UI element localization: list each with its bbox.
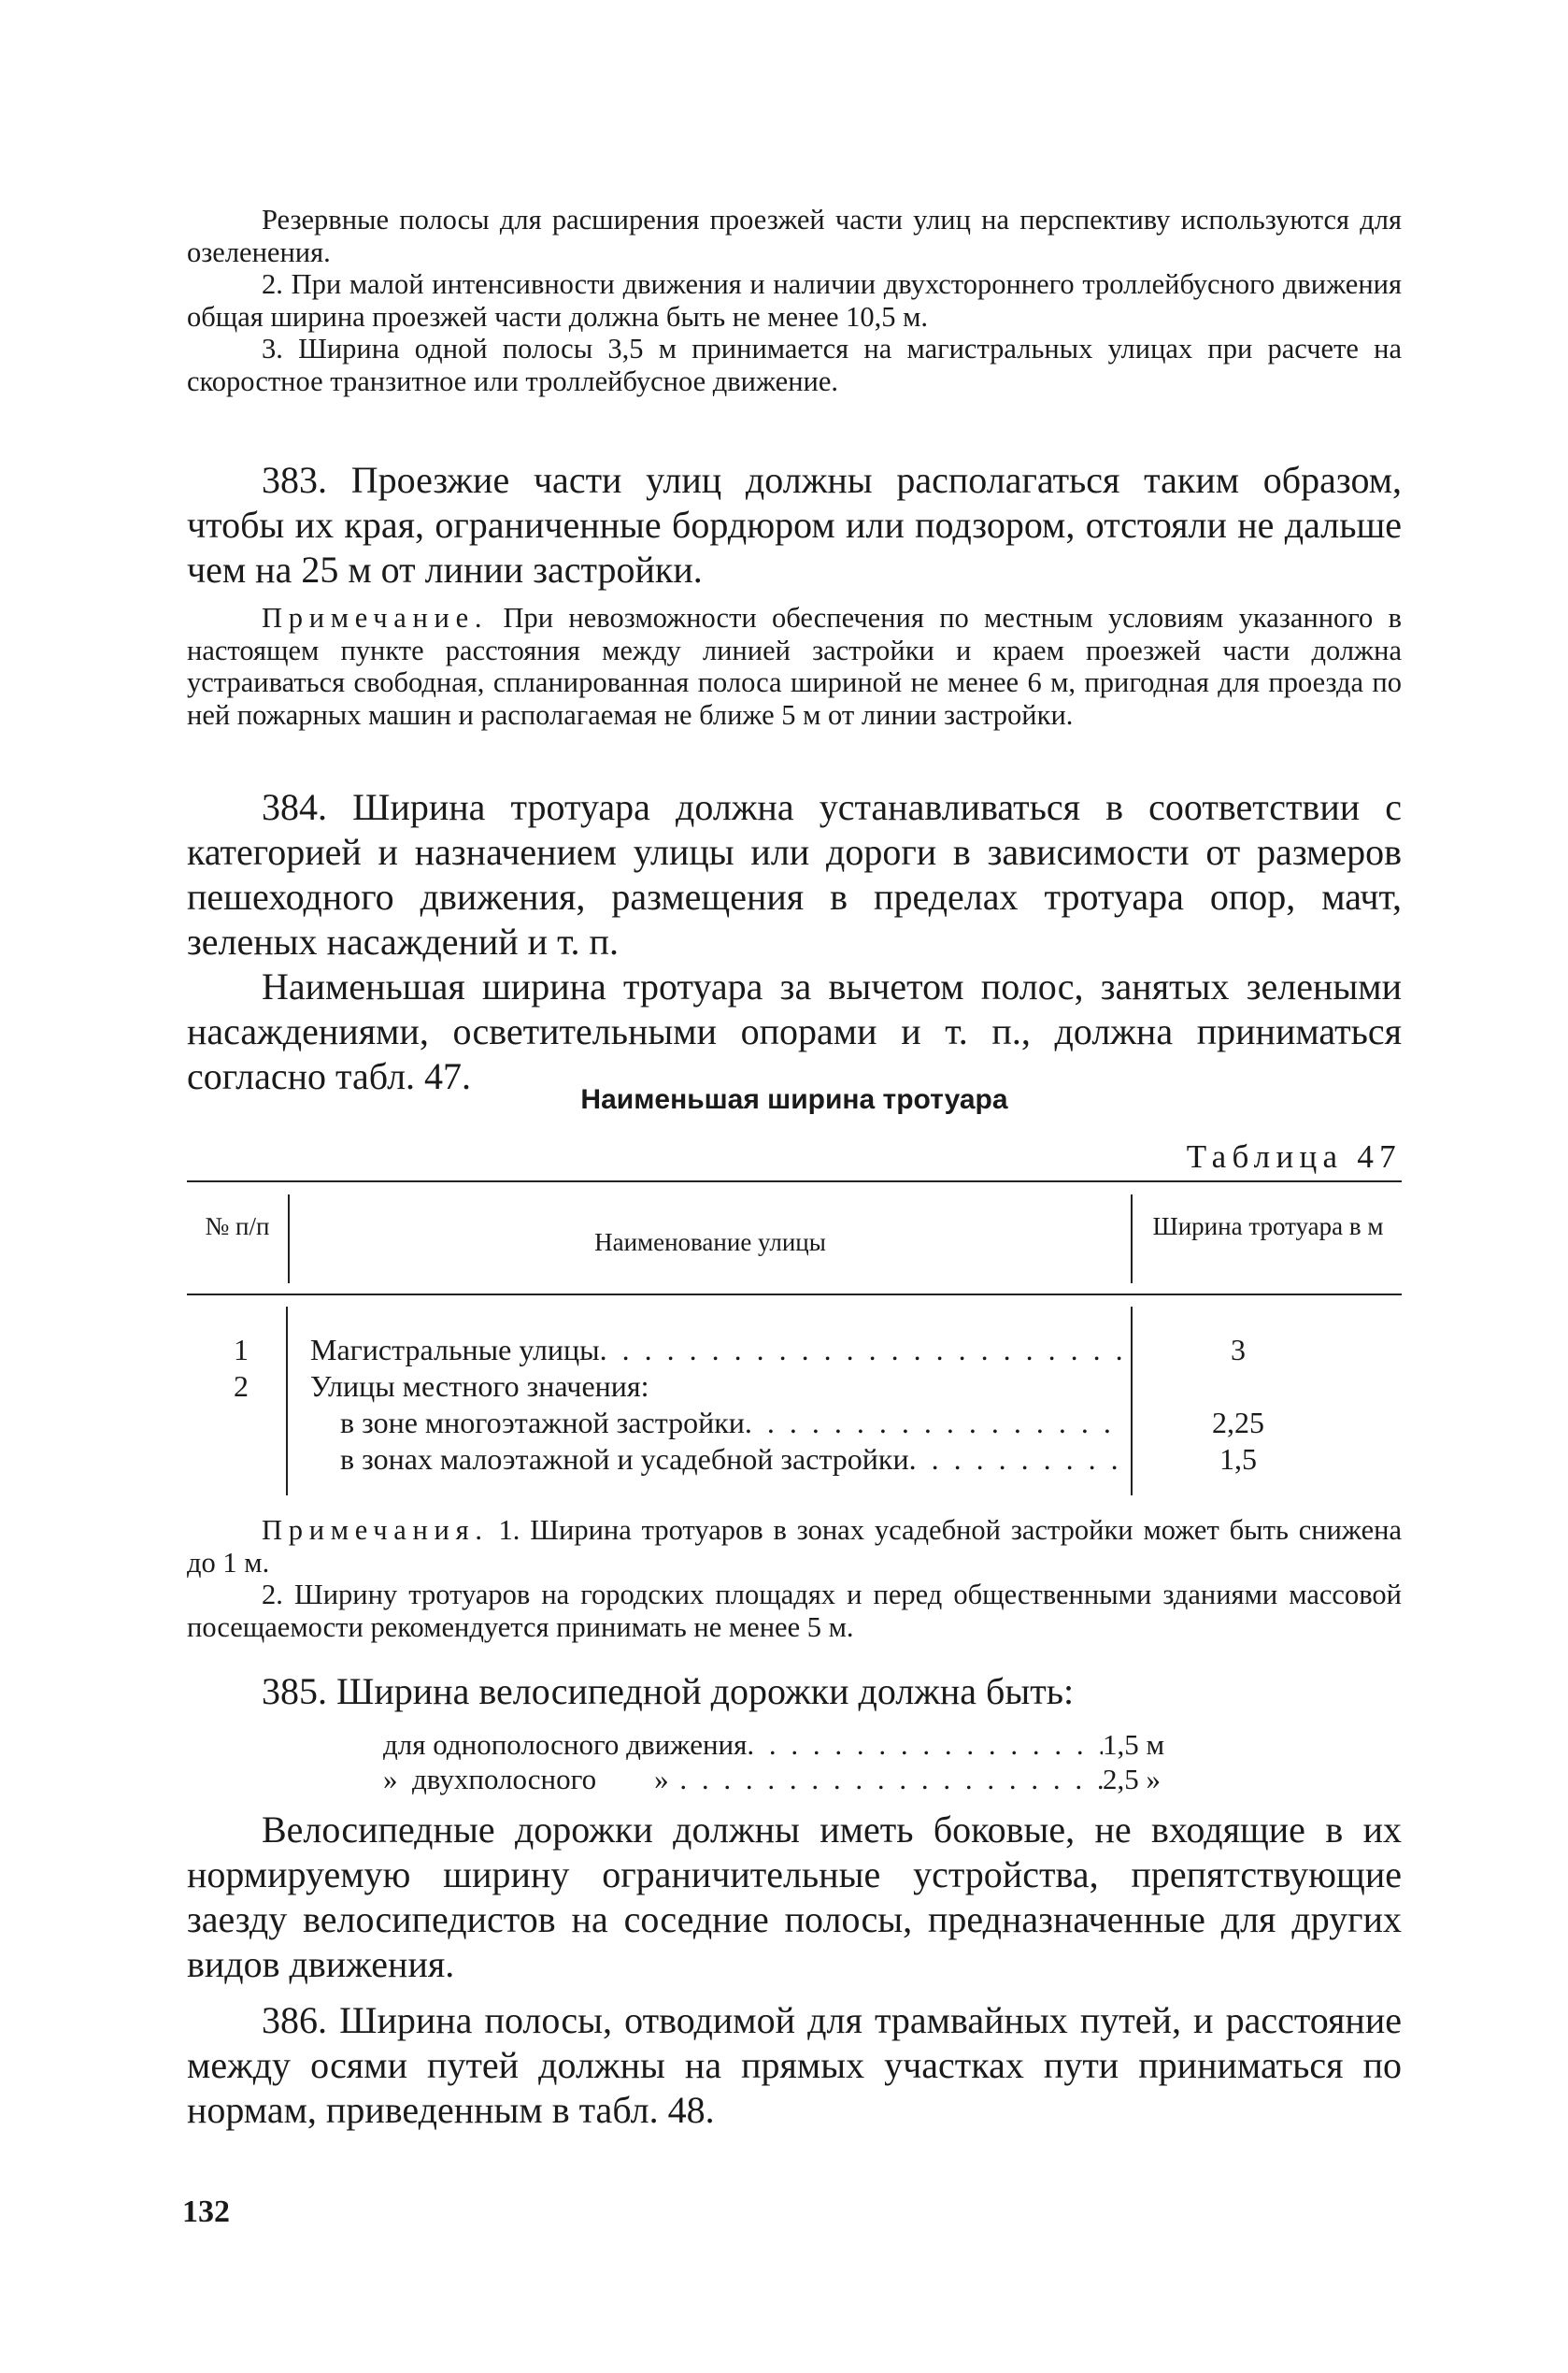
- table-row: [310, 1332, 1125, 1368]
- bike-row-2-value: 2,5 »: [1103, 1763, 1161, 1795]
- page-number: 132: [182, 2194, 230, 2229]
- bike-row-2-label: » двухполосного »: [383, 1763, 669, 1795]
- row-name-2: Улицы местного значения:: [310, 1369, 649, 1403]
- table-row: [310, 1368, 1125, 1405]
- section-386-text: 386. Ширина полосы, отводимой для трамвайных путей, и расстояние между осями путей должны на прямых участках пути приниматься по нормам, приведенным в табл. 48.: [187, 1999, 1402, 2131]
- list-item: [383, 1762, 1205, 1796]
- header-name: Наименование улицы: [594, 1228, 826, 1256]
- section-383: [187, 458, 1402, 593]
- table-vline-2a: [1131, 1194, 1133, 1283]
- table-notes: [187, 1514, 1402, 1643]
- table-label: Таблица 47: [1186, 1138, 1402, 1175]
- section-384: [187, 785, 1402, 1099]
- table-row: [310, 1441, 1125, 1478]
- row-num-1: 1: [234, 1333, 249, 1366]
- section-385-after-text: Велосипедные дорожки должны иметь боковые, не входящие в их нормируемую ширину ограничительные устройства, препятствующие заезду велосипедистов на соседние полосы, предназначенные для других видов движения.: [187, 1808, 1402, 1985]
- bike-row-1-value: 1,5 м: [1103, 1728, 1165, 1761]
- table-note-2: 2. Ширину тротуаров на городских площадях и перед общественными зданиями массовой посещаемости рекомендуется принимать не менее 5 м.: [187, 1579, 1402, 1643]
- table-vline-1b: [286, 1307, 288, 1495]
- note-reserve-lanes: Резервные полосы для расширения проезжей части улиц на перспективу используются для озеленения.: [187, 204, 1402, 268]
- header-num: № п/п: [205, 1212, 270, 1240]
- table-caption: Наименьшая ширина тротуара: [580, 1084, 1008, 1115]
- section-385-after: [187, 1808, 1402, 1987]
- row-val-1: 3: [1231, 1333, 1246, 1366]
- note-text: При невозможности обеспечения по местным условиям указанного в настоящем пункте расстояния между линией застройки и краем проезжей части должна устраиваться свободная, спланированная полоса шириной не менее 6 м, пригодная для проезда по ней пожарных машин и располагаемая не ближе 5 м от линии застройки.: [187, 602, 1402, 731]
- top-notes: [187, 204, 1402, 397]
- bike-widths: [383, 1727, 1205, 1796]
- table-body: [310, 1332, 1125, 1478]
- section-383-note: [187, 602, 1402, 731]
- table-header-rule: [187, 1294, 1402, 1295]
- section-384-p1: 384. Ширина тротуара должна устанавливаться в соответствии с категорией и назначением улицы или дороги в зависимости от размеров пешеходного движения, размещения в пределах тротуара опор, мачт, зеленых насаждений и т. п.: [187, 786, 1402, 963]
- list-item: [383, 1727, 1205, 1762]
- header-width: Ширина тротуара в м: [1152, 1212, 1384, 1240]
- note-label: Примечание.: [262, 602, 489, 634]
- row-val-2a: 2,25: [1212, 1406, 1264, 1439]
- section-385-text: 385. Ширина велосипедной дорожки должна быть:: [262, 1670, 1075, 1712]
- table-note-1: 1. Ширина тротуаров в зонах усадебной застройки может быть снижена до 1 м.: [187, 1514, 1402, 1579]
- row-val-2b: 1,5: [1219, 1442, 1257, 1476]
- bike-row-1-label: для однополосного движения: [383, 1728, 748, 1761]
- table-row: [310, 1405, 1125, 1441]
- note-two: 2. При малой интенсивности движения и наличии двухстороннего троллейбусного движения общая ширина проезжей части должна быть не менее 10,5 м.: [187, 268, 1402, 333]
- section-386: [187, 1998, 1402, 2133]
- table-notes-label: Примечания.: [262, 1514, 489, 1546]
- row-name-1: Магистральные улицы: [310, 1333, 600, 1366]
- section-383-text: 383. Проезжие части улиц должны располагаться таким образом, чтобы их края, ограниченные бордюром или подзором, отстояли не дальше чем на 25 м от линии застройки.: [187, 459, 1402, 591]
- table-top-rule: [187, 1180, 1402, 1182]
- note-three: 3. Ширина одной полосы 3,5 м принимается на магистральных улицах при расчете на скоростное транзитное или троллейбусное движение.: [187, 333, 1402, 397]
- row-name-2b: в зонах малоэтажной и усадебной застройки: [340, 1442, 909, 1476]
- row-num-2: 2: [234, 1369, 249, 1403]
- row-name-2a: в зоне многоэтажной застройки: [340, 1406, 745, 1439]
- section-384-p2: Наименьшая ширина тротуара за вычетом полос, занятых зелеными насаждениями, осветительными опорами и т. п., должна приниматься согласно табл. 47.: [187, 965, 1402, 1097]
- section-385: [187, 1669, 1402, 1714]
